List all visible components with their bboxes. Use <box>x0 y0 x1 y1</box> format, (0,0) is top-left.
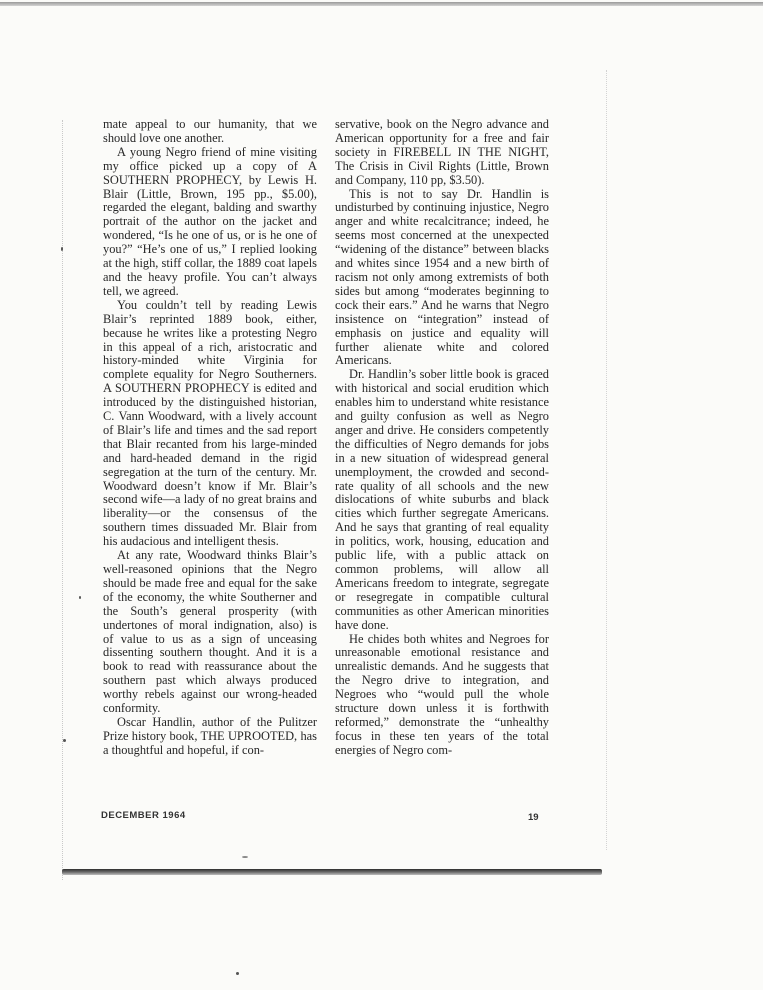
paragraph: servative, book on the Negro advance and American opportunity for a free and fair society in FIREBELL IN THE NIGHT, The Crisis in Civil Rights (Little, Brown and Company, 110 pp, $3.50). <box>335 117 549 187</box>
paragraph: Oscar Handlin, author of the Pulitzer Prize history book, THE UPROOTED, has a thoughtful and hopeful, if con- <box>103 714 317 757</box>
left-margin-marks <box>62 120 63 880</box>
right-column <box>335 118 549 758</box>
scan-speck <box>79 596 81 599</box>
paragraph: This is not to say Dr. Handlin is undisturbed by continuing injustice, Negro anger and white recalcitrance; indeed, he seems most concerned at the unexpected “widening of the distance” between blacks and whites since 1954 and a new birth of racism not only among extremists of both sides but among “moderates beginning to cock their ears.” And he warns that Negro insistence on “integration” instead of emphasis on justice and equality will further alienate white and colored Americans. <box>335 186 549 368</box>
scan-speck <box>61 247 63 251</box>
paragraph: He chides both whites and Negroes for unreasonable emotional resistance and unrealistic demands. And he suggests that the Negro drive to integration, and Negroes who “would pull the whole structure down unless it is forthwith reformed,” demonstrate the “unhealthy focus in these ten years of the total energies of Negro com- <box>335 631 549 757</box>
scan-speck <box>63 739 66 742</box>
scan-speck <box>242 856 248 858</box>
paragraph: Dr. Handlin’s sober little book is graced with historical and social erudition which enables him to understand white resistance and guilty confusion as well as Negro anger and drive. He considers competently the difficulties of Negro demands for jobs in a new situation of widespread general unemployment, the crowded and second-rate quality of all schools and the new dislocations of white suburbs and black cities which further segregate Americans. And he says that granting of real equality in politics, work, housing, education and public life, with a public attack on common problems, will allow all Americans freedom to integrate, segregate or resegregate in compatible cultural communities as other American minorities have done. <box>335 367 549 632</box>
paragraph: mate appeal to our humanity, that we should love one another. <box>103 117 317 145</box>
left-column <box>103 118 317 758</box>
bottom-page-rule <box>62 869 602 875</box>
issue-date: DECEMBER 1964 <box>101 810 186 821</box>
paragraph: A young Negro friend of mine visiting my office picked up a copy of A SOUTHERN PROPHECY, by Lewis H. Blair (Little, Brown, 195 pp., $5.00), regarded the elegant, balding and swarthy portrait of the author on the jacket and wondered, “Is he one of us, or is he one of you?” “He’s one of us,” I replied looking at the high, stiff collar, the 1889 coat lapels and the heavy profile. You can’t always tell, we agreed. <box>103 144 317 298</box>
scan-speck <box>236 972 239 975</box>
top-page-edge <box>0 2 763 6</box>
page-number: 19 <box>528 812 539 823</box>
paragraph: You couldn’t tell by reading Lewis Blair’s reprinted 1889 book, either, because he writes like a protesting Negro in this appeal of a rich, aristocratic and history-minded white Virginia for complete equality for Negro Southerners. A SOUTHERN PROPHECY is edited and introduced by the distinguished historian, C. Vann Woodward, with a lively account of Blair’s life and times and the sad report that Blair recanted from his large-minded and hard-headed demand in the rigid segregation at the turn of the century. Mr. Woodward doesn’t know if Mr. Blair’s second wife—a lady of no great brains and liberality—or the consensus of the southern times dissuaded Mr. Blair from his audacious and intelligent thesis. <box>103 297 317 549</box>
right-margin-marks <box>606 70 607 850</box>
paragraph: At any rate, Woodward thinks Blair’s well-reasoned opinions that the Negro should be made free and equal for the sake of the economy, the white Southerner and the South’s general prosperity (with undertones of moral indignation, also) is of value to us as a sign of unceasing dissenting southern thought. And it is a book to read with reassurance about the southern past which always produced worthy rebels against our wrong-headed conformity. <box>103 548 317 716</box>
